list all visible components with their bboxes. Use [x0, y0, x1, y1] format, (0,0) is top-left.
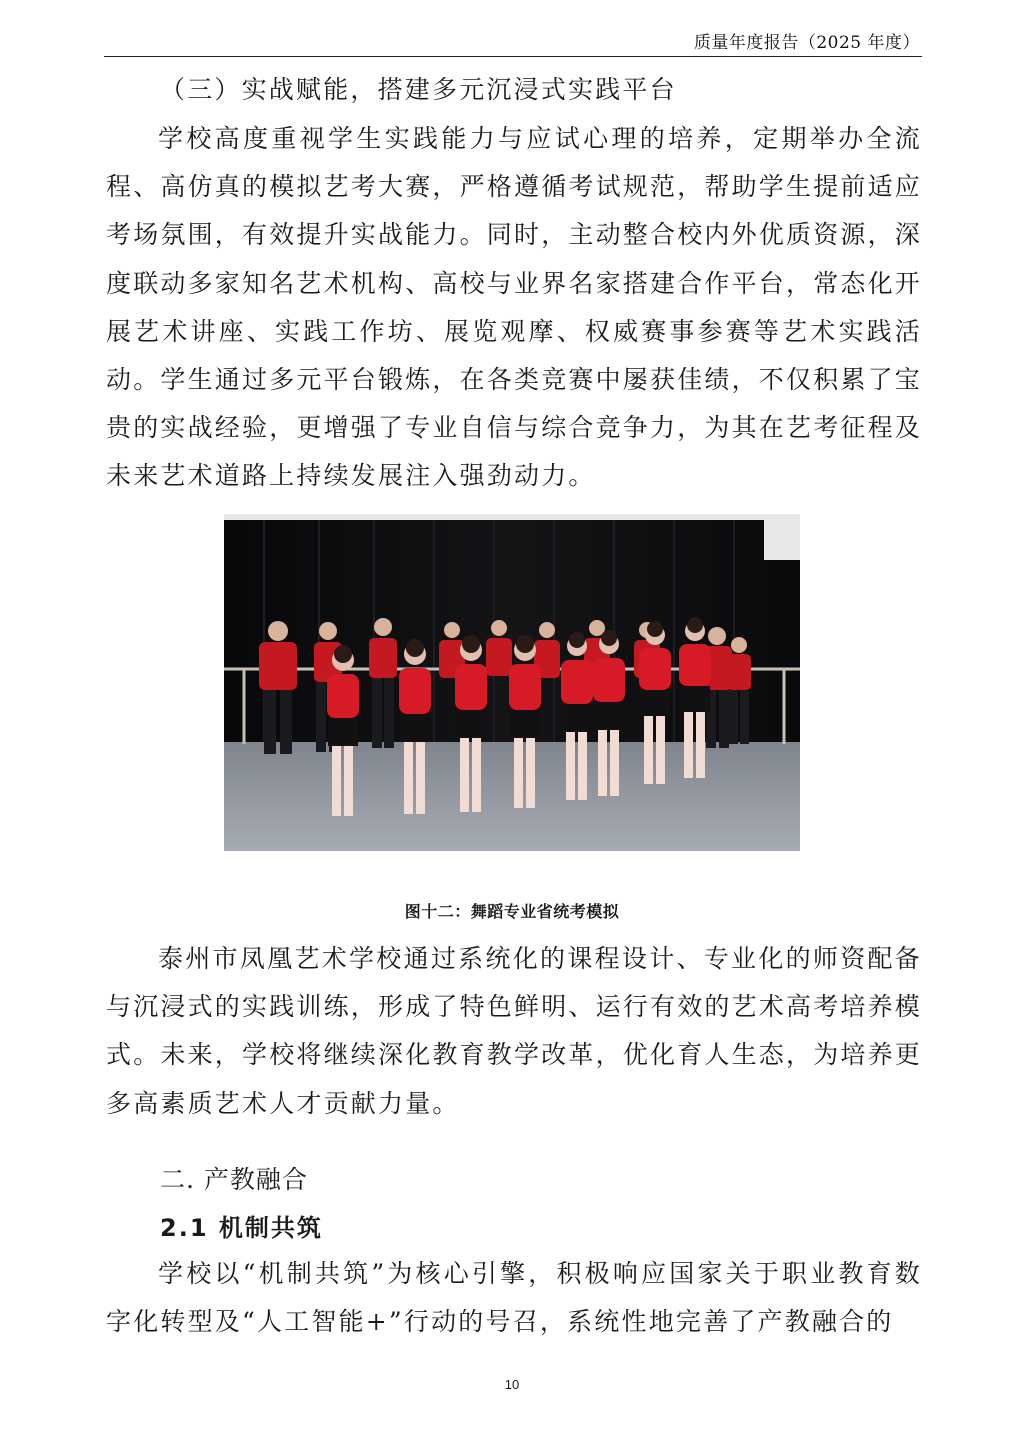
summary-paragraph: 泰州市凤凰艺术学校通过系统化的课程设计、专业化的师资配备与沉浸式的实践训练，形成了特色鲜明、运行有效的艺术高考培养模式。未来，学校将继续深化教育教学改革，优化育人生态，为培养更多高素质艺术人才贡献力量。: [106, 944, 923, 1118]
section-two-heading: 二. 产教融合: [160, 1165, 308, 1194]
studio-floor: [224, 742, 800, 851]
page-number: 10: [504, 1377, 520, 1392]
subsection-heading: 2.1 机制共筑: [160, 1214, 323, 1242]
subsection-paragraph: 学校以“机制共筑”为核心引擎，积极响应国家关于职业教育数字化转型及“人工智能+”行动的号召，系统性地完善了产教融合的: [106, 1259, 922, 1337]
section-three-heading: （三）实战赋能，搭建多元沉浸式实践平台: [160, 75, 677, 104]
dance-exam-photo: [224, 514, 800, 851]
section-three-paragraph: 学校高度重视学生实践能力与应试心理的培养，定期举办全流程、高仿真的模拟艺考大赛，严格遵循考试规范，帮助学生提前适应考场氛围，有效提升实战能力。同时，主动整合校内外优质资源，深度联动多家知名艺术机构、高校与业界名家搭建合作平台，常态化开展艺术讲座、实践工作坊、展览观摩、权威赛事参赛等艺术实践活动。学生通过多元平台锻炼，在各类竞赛中屡获佳绩，不仅积累了宝贵的实战经验，更增强了专业自信与综合竞争力，为其在艺考征程及未来艺术道路上持续发展注入强劲动力。: [106, 124, 923, 491]
figure-caption: 图十二：舞蹈专业省统考模拟: [404, 902, 620, 921]
header-divider: [104, 56, 922, 57]
header-title: 质量年度报告（2025 年度）: [693, 33, 920, 53]
